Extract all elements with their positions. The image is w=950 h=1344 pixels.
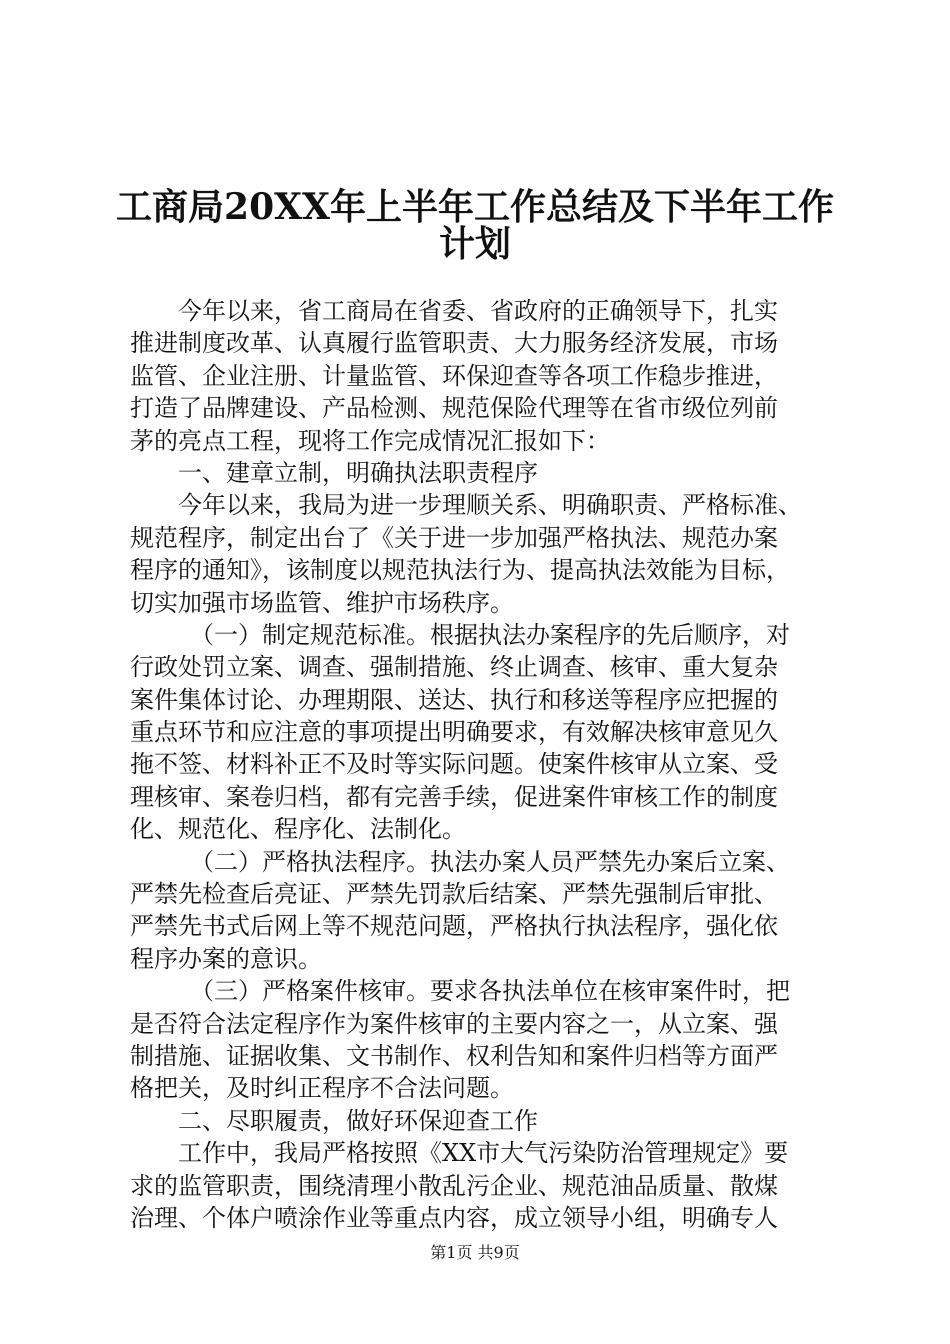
body-line: 治理、个体户喷涂作业等重点内容，成立领导小组，明确专人 [130, 1203, 778, 1232]
section-heading: 一、建章立制，明确执法职责程序 [178, 458, 538, 487]
body-line: 打造了品牌建设、产品检测、规范保险代理等在省市级位列前 [130, 394, 778, 423]
document-title-line-1: 工商局20XX年上半年工作总结及下半年工作 [116, 186, 834, 228]
body-line: 严禁先书式后网上等不规范问题，严格执行执法程序，强化依 [130, 912, 778, 941]
body-line: 求的监管职责，围绕清理小散乱污企业、规范油品质量、散煤 [130, 1171, 778, 1200]
body-line: 严禁先检查后亮证、严禁先罚款后结案、严禁先强制后审批、 [130, 880, 778, 909]
body-line: 制措施、证据收集、文书制作、权利告知和案件归档等方面严 [130, 1041, 778, 1070]
body-line: 案件集体讨论、办理期限、送达、执行和移送等程序应把握的 [130, 685, 778, 714]
body-line: 今年以来，我局为进一步理顺关系、明确职责、严格标准、 [178, 491, 802, 520]
subsection-line: （一）制定规范标准。根据执法办案程序的先后顺序，对 [190, 620, 790, 649]
body-line: 监管、企业注册、计量监管、环保迎查等各项工作稳步推进， [130, 361, 778, 390]
body-line: 重点环节和应注意的事项提出明确要求，有效解决核审意见久 [130, 718, 778, 747]
body-line: 工作中，我局严格按照《XX市大气污染防治管理规定》要 [178, 1139, 789, 1168]
body-line: 化、规范化、程序化、法制化。 [130, 815, 466, 844]
body-line: 行政处罚立案、调查、强制措施、终止调查、核审、重大复杂 [130, 653, 778, 682]
body-line: 程序办案的意识。 [130, 944, 322, 973]
body-line: 程序的通知》，该制度以规范执法行为、提高执法效能为目标， [130, 556, 790, 585]
body-line: 推进制度改革、认真履行监管职责、大力服务经济发展，市场 [130, 329, 778, 358]
body-line: 今年以来，省工商局在省委、省政府的正确领导下，扎实 [178, 297, 778, 325]
section-heading: 二、尽职履责，做好环保迎查工作 [178, 1106, 538, 1135]
body-line: 格把关，及时纠正程序不合法问题。 [130, 1074, 514, 1103]
body-line: 理核审、案卷归档，都有完善手续，促进案件审核工作的制度 [130, 782, 778, 811]
subsection-line: （二）严格执法程序。执法办案人员严禁先办案后立案、 [190, 847, 790, 876]
document-title-line-2: 计划 [438, 223, 511, 265]
body-line: 规范程序，制定出台了《关于进一步加强严格执法、规范办案 [130, 523, 778, 552]
body-line: 切实加强市场监管、维护市场秩序。 [130, 588, 514, 617]
body-line: 拖不签、材料补正不及时等实际问题。使案件核审从立案、受 [130, 750, 778, 779]
body-line: 茅的亮点工程，现将工作完成情况汇报如下： [130, 426, 610, 455]
document-body [130, 295, 830, 1234]
page-number-footer: 第1页 共9页 [430, 1243, 520, 1262]
body-line: 是否符合法定程序作为案件核审的主要内容之一，从立案、强 [130, 1009, 778, 1038]
subsection-line: （三）严格案件核审。要求各执法单位在核审案件时，把 [190, 977, 790, 1006]
